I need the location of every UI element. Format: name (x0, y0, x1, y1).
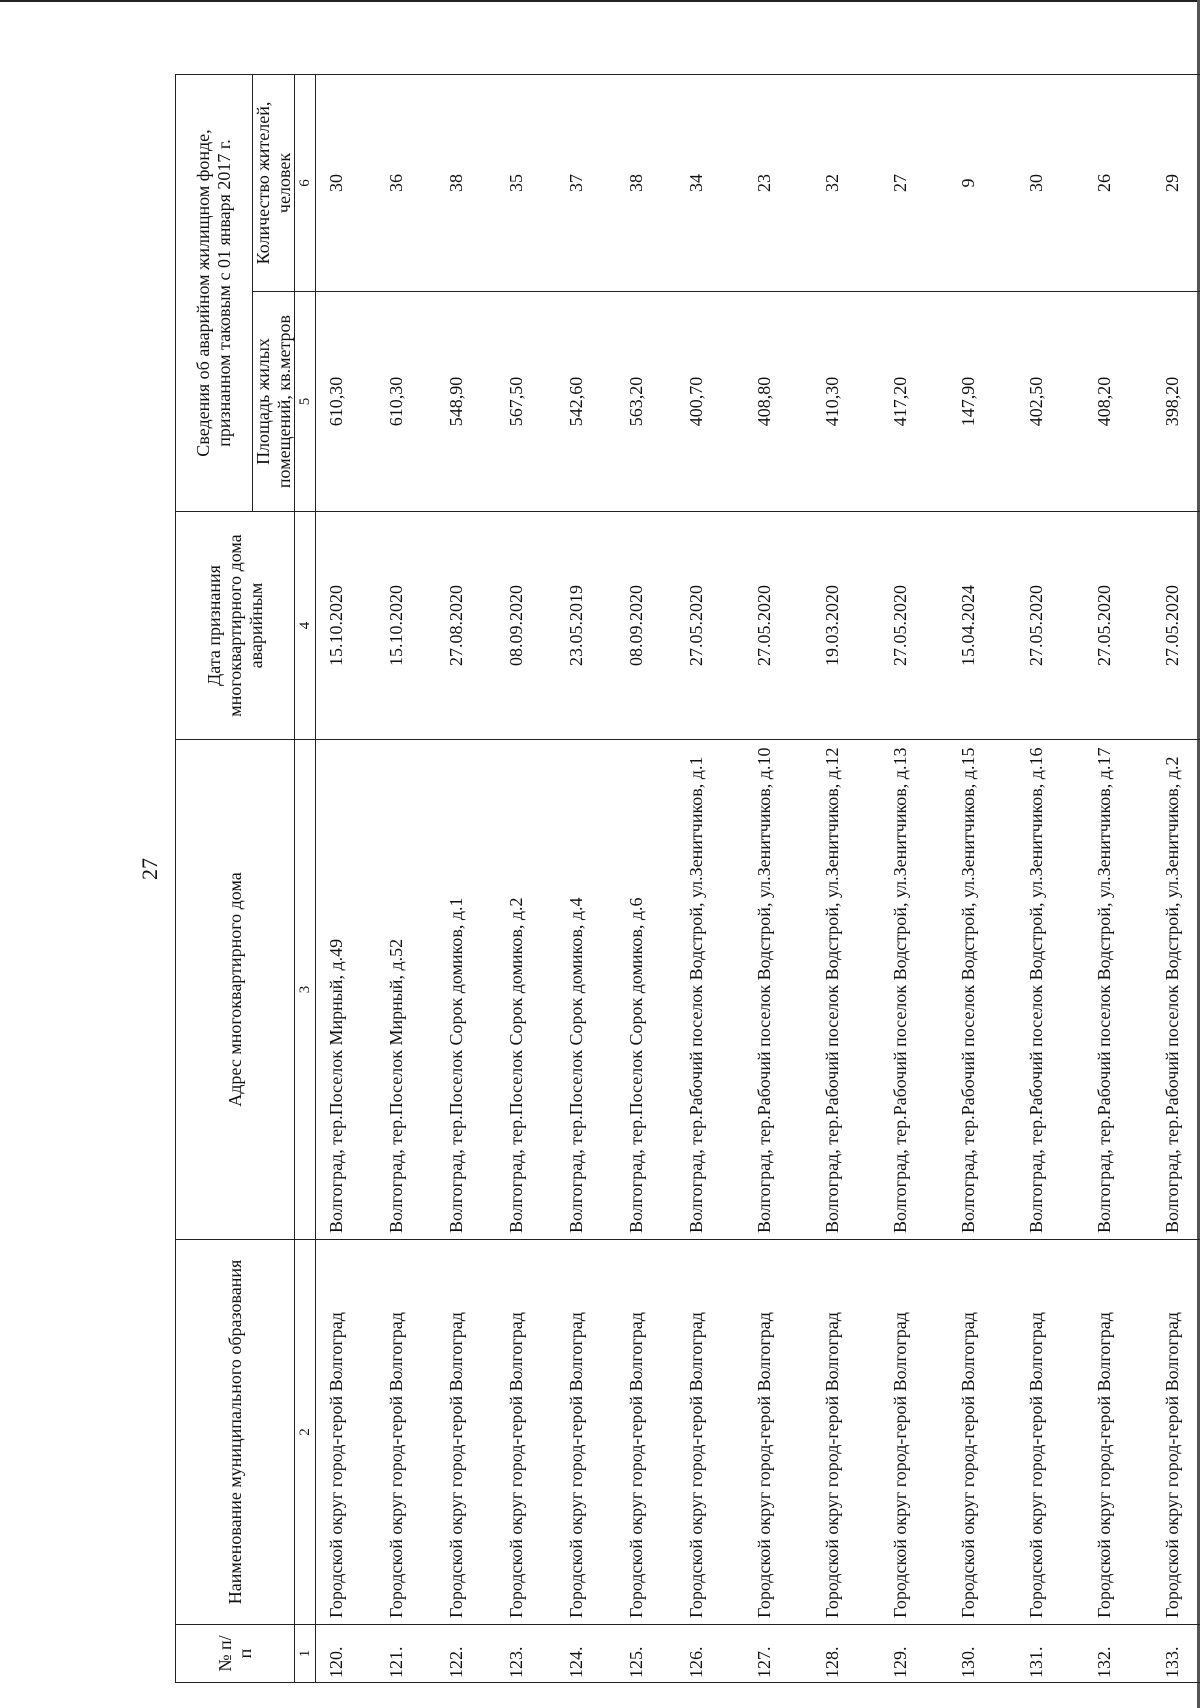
column-number: 5 (295, 292, 316, 512)
column-number: 1 (295, 1625, 316, 1683)
row-number: 122. (436, 1625, 496, 1683)
table-row (1084, 75, 1152, 1683)
residents-cell: 27 (880, 75, 948, 292)
area-cell: 402,50 (1016, 292, 1084, 512)
row-number: 121. (376, 1625, 436, 1683)
row-number: 123. (496, 1625, 556, 1683)
municipality-cell: Городской округ город-герой Волгоград (812, 1240, 880, 1625)
header-municipality: Наименование муниципального образования (176, 1240, 295, 1625)
municipality-cell: Городской округ город-герой Волгоград (744, 1240, 812, 1625)
scan-edge-top (0, 0, 1200, 2)
table-row (812, 75, 880, 1683)
date-cell: 27.05.2020 (676, 512, 744, 740)
table-row (1152, 75, 1200, 1683)
column-number-row (295, 75, 316, 1683)
table-row (556, 75, 616, 1683)
residents-cell: 23 (744, 75, 812, 292)
area-cell: 410,30 (812, 292, 880, 512)
residents-cell: 9 (948, 75, 1016, 292)
area-cell: 417,20 (880, 292, 948, 512)
header-info-group: Сведения об аварийном жилищном фонде, признанном таковым с 01 января 2017 г. (176, 75, 253, 512)
address-cell: Волгоград, тер.Рабочий поселок Водстрой, ул.Зенитчиков, д.2 (1152, 740, 1200, 1240)
header-residents: Количество жителей, человек (253, 75, 295, 292)
row-number: 124. (556, 1625, 616, 1683)
residents-cell: 30 (316, 75, 376, 292)
date-cell: 08.09.2020 (616, 512, 676, 740)
address-cell: Волгоград, тер.Поселок Мирный, д.49 (316, 740, 376, 1240)
area-cell: 400,70 (676, 292, 744, 512)
table-row (376, 75, 436, 1683)
table-row (496, 75, 556, 1683)
municipality-cell: Городской округ город-герой Волгоград (496, 1240, 556, 1625)
address-cell: Волгоград, тер.Поселок Сорок домиков, д.4 (556, 740, 616, 1240)
municipality-cell: Городской округ город-герой Волгоград (376, 1240, 436, 1625)
table-row (948, 75, 1016, 1683)
area-cell: 567,50 (496, 292, 556, 512)
row-number: 131. (1016, 1625, 1084, 1683)
area-cell: 147,90 (948, 292, 1016, 512)
header-row (176, 75, 253, 1683)
residents-cell: 30 (1016, 75, 1084, 292)
address-cell: Волгоград, тер.Рабочий поселок Водстрой, ул.Зенитчиков, д.1 (676, 740, 744, 1240)
date-cell: 27.05.2020 (1016, 512, 1084, 740)
row-number: 130. (948, 1625, 1016, 1683)
date-cell: 27.05.2020 (744, 512, 812, 740)
area-cell: 408,80 (744, 292, 812, 512)
residents-cell: 29 (1152, 75, 1200, 292)
address-cell: Волгоград, тер.Поселок Сорок домиков, д.1 (436, 740, 496, 1240)
date-cell: 15.10.2020 (376, 512, 436, 740)
municipality-cell: Городской округ город-герой Волгоград (1084, 1240, 1152, 1625)
row-number: 132. (1084, 1625, 1152, 1683)
table-row (316, 75, 376, 1683)
row-number: 133. (1152, 1625, 1200, 1683)
area-cell: 548,90 (436, 292, 496, 512)
municipality-cell: Городской округ город-герой Волгоград (948, 1240, 1016, 1625)
row-number: 125. (616, 1625, 676, 1683)
header-area: Площадь жилых помещений, кв.метров (253, 292, 295, 512)
row-number: 127. (744, 1625, 812, 1683)
column-number: 6 (295, 75, 316, 292)
municipality-cell: Городской округ город-герой Волгоград (1016, 1240, 1084, 1625)
table-row (436, 75, 496, 1683)
address-cell: Волгоград, тер.Рабочий поселок Водстрой, ул.Зенитчиков, д.10 (744, 740, 812, 1240)
residents-cell: 38 (616, 75, 676, 292)
area-cell: 408,20 (1084, 292, 1152, 512)
date-cell: 08.09.2020 (496, 512, 556, 740)
table-row (1016, 75, 1084, 1683)
area-cell: 610,30 (376, 292, 436, 512)
row-number: 128. (812, 1625, 880, 1683)
area-cell: 563,20 (616, 292, 676, 512)
municipality-cell: Городской округ город-герой Волгоград (616, 1240, 676, 1625)
row-number: 120. (316, 1625, 376, 1683)
column-number: 4 (295, 512, 316, 740)
date-cell: 27.05.2020 (1084, 512, 1152, 740)
area-cell: 398,20 (1152, 292, 1200, 512)
row-number: 129. (880, 1625, 948, 1683)
residents-cell: 34 (676, 75, 744, 292)
residents-cell: 26 (1084, 75, 1152, 292)
table-row (676, 75, 744, 1683)
column-number: 2 (295, 1240, 316, 1625)
header-date: Дата признания многоквартирного дома аварийным (176, 512, 295, 740)
date-cell: 23.05.2019 (556, 512, 616, 740)
address-cell: Волгоград, тер.Рабочий поселок Водстрой, ул.Зенитчиков, д.12 (812, 740, 880, 1240)
address-cell: Волгоград, тер.Рабочий поселок Водстрой, ул.Зенитчиков, д.13 (880, 740, 948, 1240)
residents-cell: 35 (496, 75, 556, 292)
page-number: 27 (137, 858, 162, 880)
municipality-cell: Городской округ город-герой Волгоград (436, 1240, 496, 1625)
table-row (616, 75, 676, 1683)
rotated-page (175, 75, 1200, 1683)
municipality-cell: Городской округ город-герой Волгоград (556, 1240, 616, 1625)
date-cell: 15.10.2020 (316, 512, 376, 740)
municipality-cell: Городской округ город-герой Волгоград (1152, 1240, 1200, 1625)
municipality-cell: Городской округ город-герой Волгоград (676, 1240, 744, 1625)
address-cell: Волгоград, тер.Поселок Сорок домиков, д.6 (616, 740, 676, 1240)
header-num: № п/п (176, 1625, 295, 1683)
table-row (744, 75, 812, 1683)
residents-cell: 32 (812, 75, 880, 292)
address-cell: Волгоград, тер.Рабочий поселок Водстрой, ул.Зенитчиков, д.17 (1084, 740, 1152, 1240)
municipality-cell: Городской округ город-герой Волгоград (316, 1240, 376, 1625)
date-cell: 27.08.2020 (436, 512, 496, 740)
residents-cell: 38 (436, 75, 496, 292)
date-cell: 15.04.2024 (948, 512, 1016, 740)
header-address: Адрес многоквартирного дома (176, 740, 295, 1240)
column-number: 3 (295, 740, 316, 1240)
address-cell: Волгоград, тер.Поселок Мирный, д.52 (376, 740, 436, 1240)
row-number: 126. (676, 1625, 744, 1683)
area-cell: 610,30 (316, 292, 376, 512)
date-cell: 19.03.2020 (812, 512, 880, 740)
date-cell: 27.05.2020 (880, 512, 948, 740)
address-cell: Волгоград, тер.Поселок Сорок домиков, д.2 (496, 740, 556, 1240)
municipality-cell: Городской округ город-герой Волгоград (880, 1240, 948, 1625)
address-cell: Волгоград, тер.Рабочий поселок Водстрой, ул.Зенитчиков, д.16 (1016, 740, 1084, 1240)
area-cell: 542,60 (556, 292, 616, 512)
emergency-housing-table (175, 74, 1200, 1683)
residents-cell: 37 (556, 75, 616, 292)
date-cell: 27.05.2020 (1152, 512, 1200, 740)
table-row (880, 75, 948, 1683)
address-cell: Волгоград, тер.Рабочий поселок Водстрой, ул.Зенитчиков, д.15 (948, 740, 1016, 1240)
residents-cell: 36 (376, 75, 436, 292)
